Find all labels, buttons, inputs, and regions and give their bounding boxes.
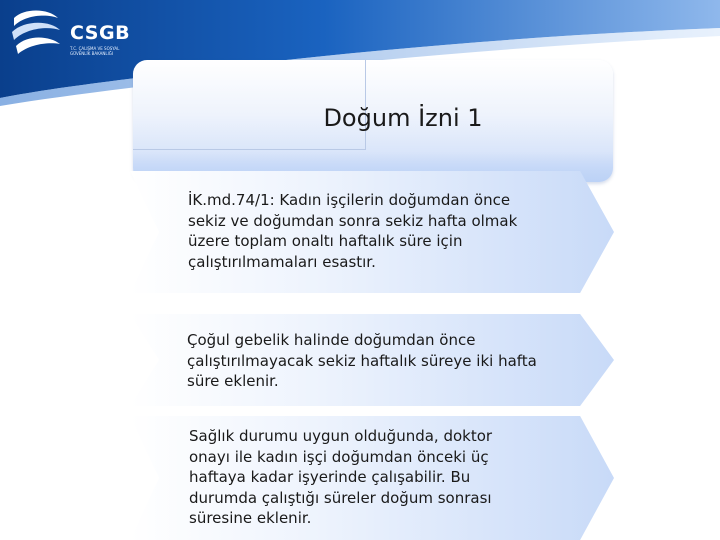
brand-name: CSGB	[70, 22, 131, 44]
chevron-item-1-text: İK.md.74/1: Kadın işçilerin doğumdan önce sekiz ve doğumdan sonra sekiz hafta olmak üzere toplam onaltı haftalık süre için çalıştırılmamaları esastır.	[188, 191, 518, 271]
csgb-logo-mark-icon	[6, 4, 66, 60]
chevron-item-3-text: Sağlık durumu uygun olduğunda, doktor onayı ile kadın işçi doğumdan önceki üç haftaya kadar işyerinde çalışabilir. Bu durumda çalıştığı süreler doğum sonrası süresine eklenir.	[189, 427, 493, 527]
page-title: Doğum İzni 1	[323, 104, 483, 132]
title-box	[133, 60, 613, 182]
csgb-logo	[6, 4, 136, 64]
chevron-item-2-text: Çoğul gebelik halinde doğumdan önce çalıştırılmayacak sekiz haftalık süreye iki hafta süre eklenir.	[187, 331, 537, 390]
title-box-divider	[133, 149, 366, 150]
brand-subtitle: T.C. ÇALIŞMA VE SOSYAL GÜVENLİK BAKANLIĞI	[70, 46, 120, 56]
